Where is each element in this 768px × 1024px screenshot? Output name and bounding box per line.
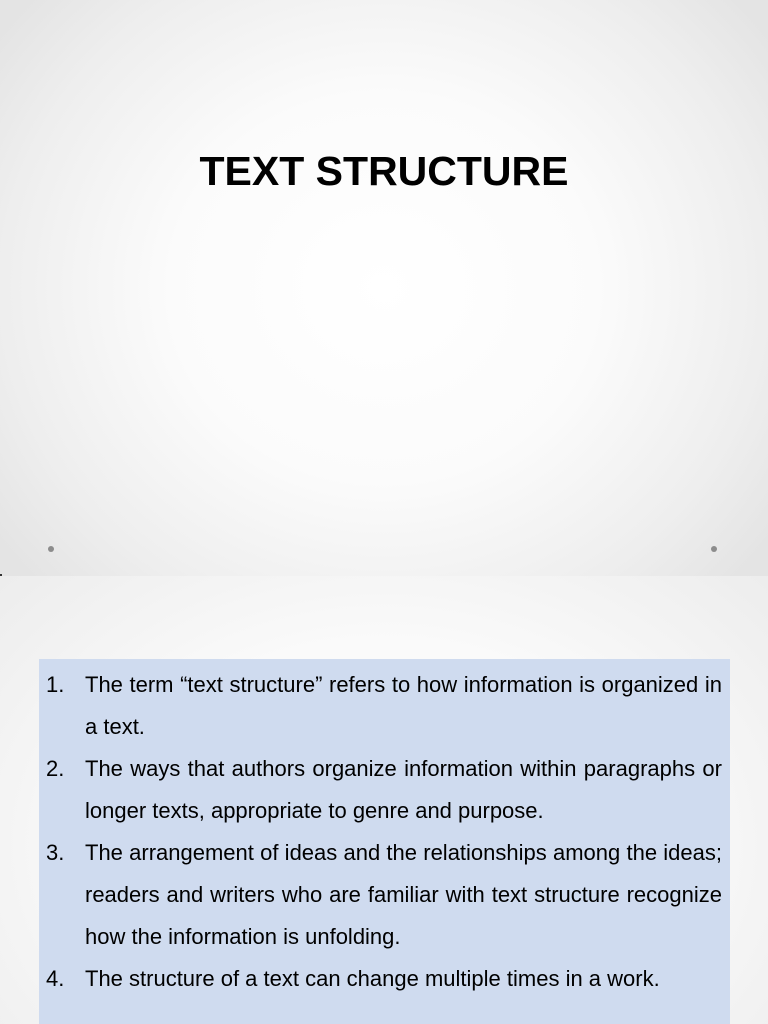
list-item-number: 1. (46, 672, 65, 697)
list-item-number: 4. (46, 966, 65, 991)
list-item (46, 748, 722, 832)
list-item (46, 664, 722, 748)
slide-title: TEXT STRUCTURE (199, 148, 569, 194)
list-item-text: The term “text structure” refers to how information is organized in a text. (85, 672, 722, 739)
list-item-text: The ways that authors organize information within paragraphs or longer texts, appropriate to genre and purpose. (85, 756, 722, 823)
list-item (46, 832, 722, 958)
list-item-text: The arrangement of ideas and the relationships among the ideas; readers and writers who are familiar with text structure recognize how the information is unfolding. (85, 840, 722, 949)
bullet-dot-left (48, 546, 54, 552)
bullet-dot-right (711, 546, 717, 552)
list-item-number: 3. (46, 840, 65, 865)
list-item-text: The structure of a text can change multiple times in a work. (85, 966, 660, 991)
definitions-list (46, 664, 722, 1000)
list-item-number: 2. (46, 756, 65, 781)
list-item (46, 958, 722, 1000)
